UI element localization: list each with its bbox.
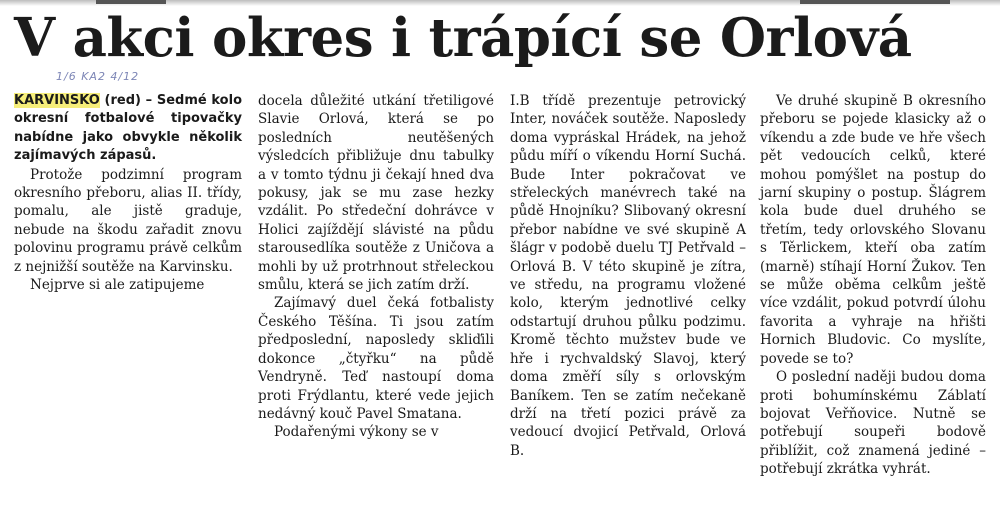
article-column-2 bbox=[258, 92, 494, 442]
paragraph: I.B třídě prezentuje petrovický Inter, nováček soutěže. Naposledy doma vypráskal Hrádek, na jehož půdu míří o víkendu Horní Suchá. Bude Inter pokračovat ve střeleckých manévrech také na půdě Hnojníku? Slibovaný okresní přebor nabídne ve své skupině A šlágr v podobě duelu TJ Petřvald – Orlová B. V této skupině je zítra, ve středu, na programu vložené kolo, kterým jednotlivé celky odstartují druhou půlku podzimu. Kromě těchto mužstev bude ve hře i rychvaldský Slavoj, který doma změří síly s orlovským Baníkem. Ten se zatím nečekaně drží na třetí pozici právě za vedoucí dvojicí Petřvald, Orlová B. bbox=[510, 93, 746, 459]
paragraph: O poslední naději budou doma proti bohumínskému Záblatí bojovat Veřňovice. Nutně se potřebují soupeři bodově přiblížit, což znamená jediné – potřebují zkrátka vyhrát. bbox=[760, 369, 986, 478]
clipped-header-fragment bbox=[96, 0, 166, 4]
paragraph: Nejprve si ale zatipujeme bbox=[30, 277, 205, 294]
paragraph: Protože podzimní program okresního přeboru, alias II. třídy, pomalu, ale jistě graduje, nebude na škodu zařadit znovu polovinu programu právě celkům z nejnižší soutěže na Karvinsku. bbox=[14, 166, 242, 275]
lead-text: (red) – Sedmé kolo okresní fotbalové tipovačky nabídne jako obvykle několik zajímavých zápasů. bbox=[14, 93, 242, 164]
article-column-1 bbox=[14, 92, 242, 294]
article-headline: V akci okres i trápící se Orlová bbox=[14, 7, 912, 69]
paragraph: Ve druhé skupině B okresního přeboru se pojede klasicky až o víkendu a zde bude ve hře všech pět vedoucích celků, které mohou pomýšlet na postup do jarní skupiny o postup. Šlágrem kola bude duel druhého se třetím, tedy orlovského Slovanu s Těrlickem, kteří oba zatím (marně) stíhají Horní Žukov. Ten se může oběma celkům ještě více vzdálit, pokud potvrdí úlohu favorita a vyhraje na hřišti Hornich Bludovic. Co myslíte, povede se to? bbox=[760, 93, 986, 367]
article-column-3 bbox=[510, 92, 746, 460]
paragraph: Podařenými výkony se v bbox=[274, 424, 439, 441]
clipped-header-fragment bbox=[800, 0, 950, 4]
handwritten-archive-note: 1/6 KA2 4/12 bbox=[56, 70, 140, 83]
paragraph: Zajímavý duel čeká fotbalisty Českého Těšína. Ti jsou zatím předposlední, naposledy skliďili dokonce „čtyřku“ na půdě Vendryně. Teď nastoupí doma proti Frýdlantu, které vede jejich nedávný kouč Pavel Smatana. bbox=[258, 295, 494, 422]
article-column-4 bbox=[760, 92, 986, 479]
article-lead bbox=[14, 92, 242, 166]
paragraph: docela důležité utkání třetiligové Slavie Orlová, která se po posledních neutěšených výsledcích přibližuje dnu tabulky a v tomto týdnu ji čekají hned dva pokusy, jak se mu zase hezky vzdálit. Po středeční dohrávce v Holici zajíždějí slávisté na půdu starousedlíka soutěže z Uničova a mohli by už protrhnout střeleckou smůlu, která se jich zatím drží. bbox=[258, 93, 494, 294]
lead-location: KARVINSKO bbox=[14, 93, 100, 108]
